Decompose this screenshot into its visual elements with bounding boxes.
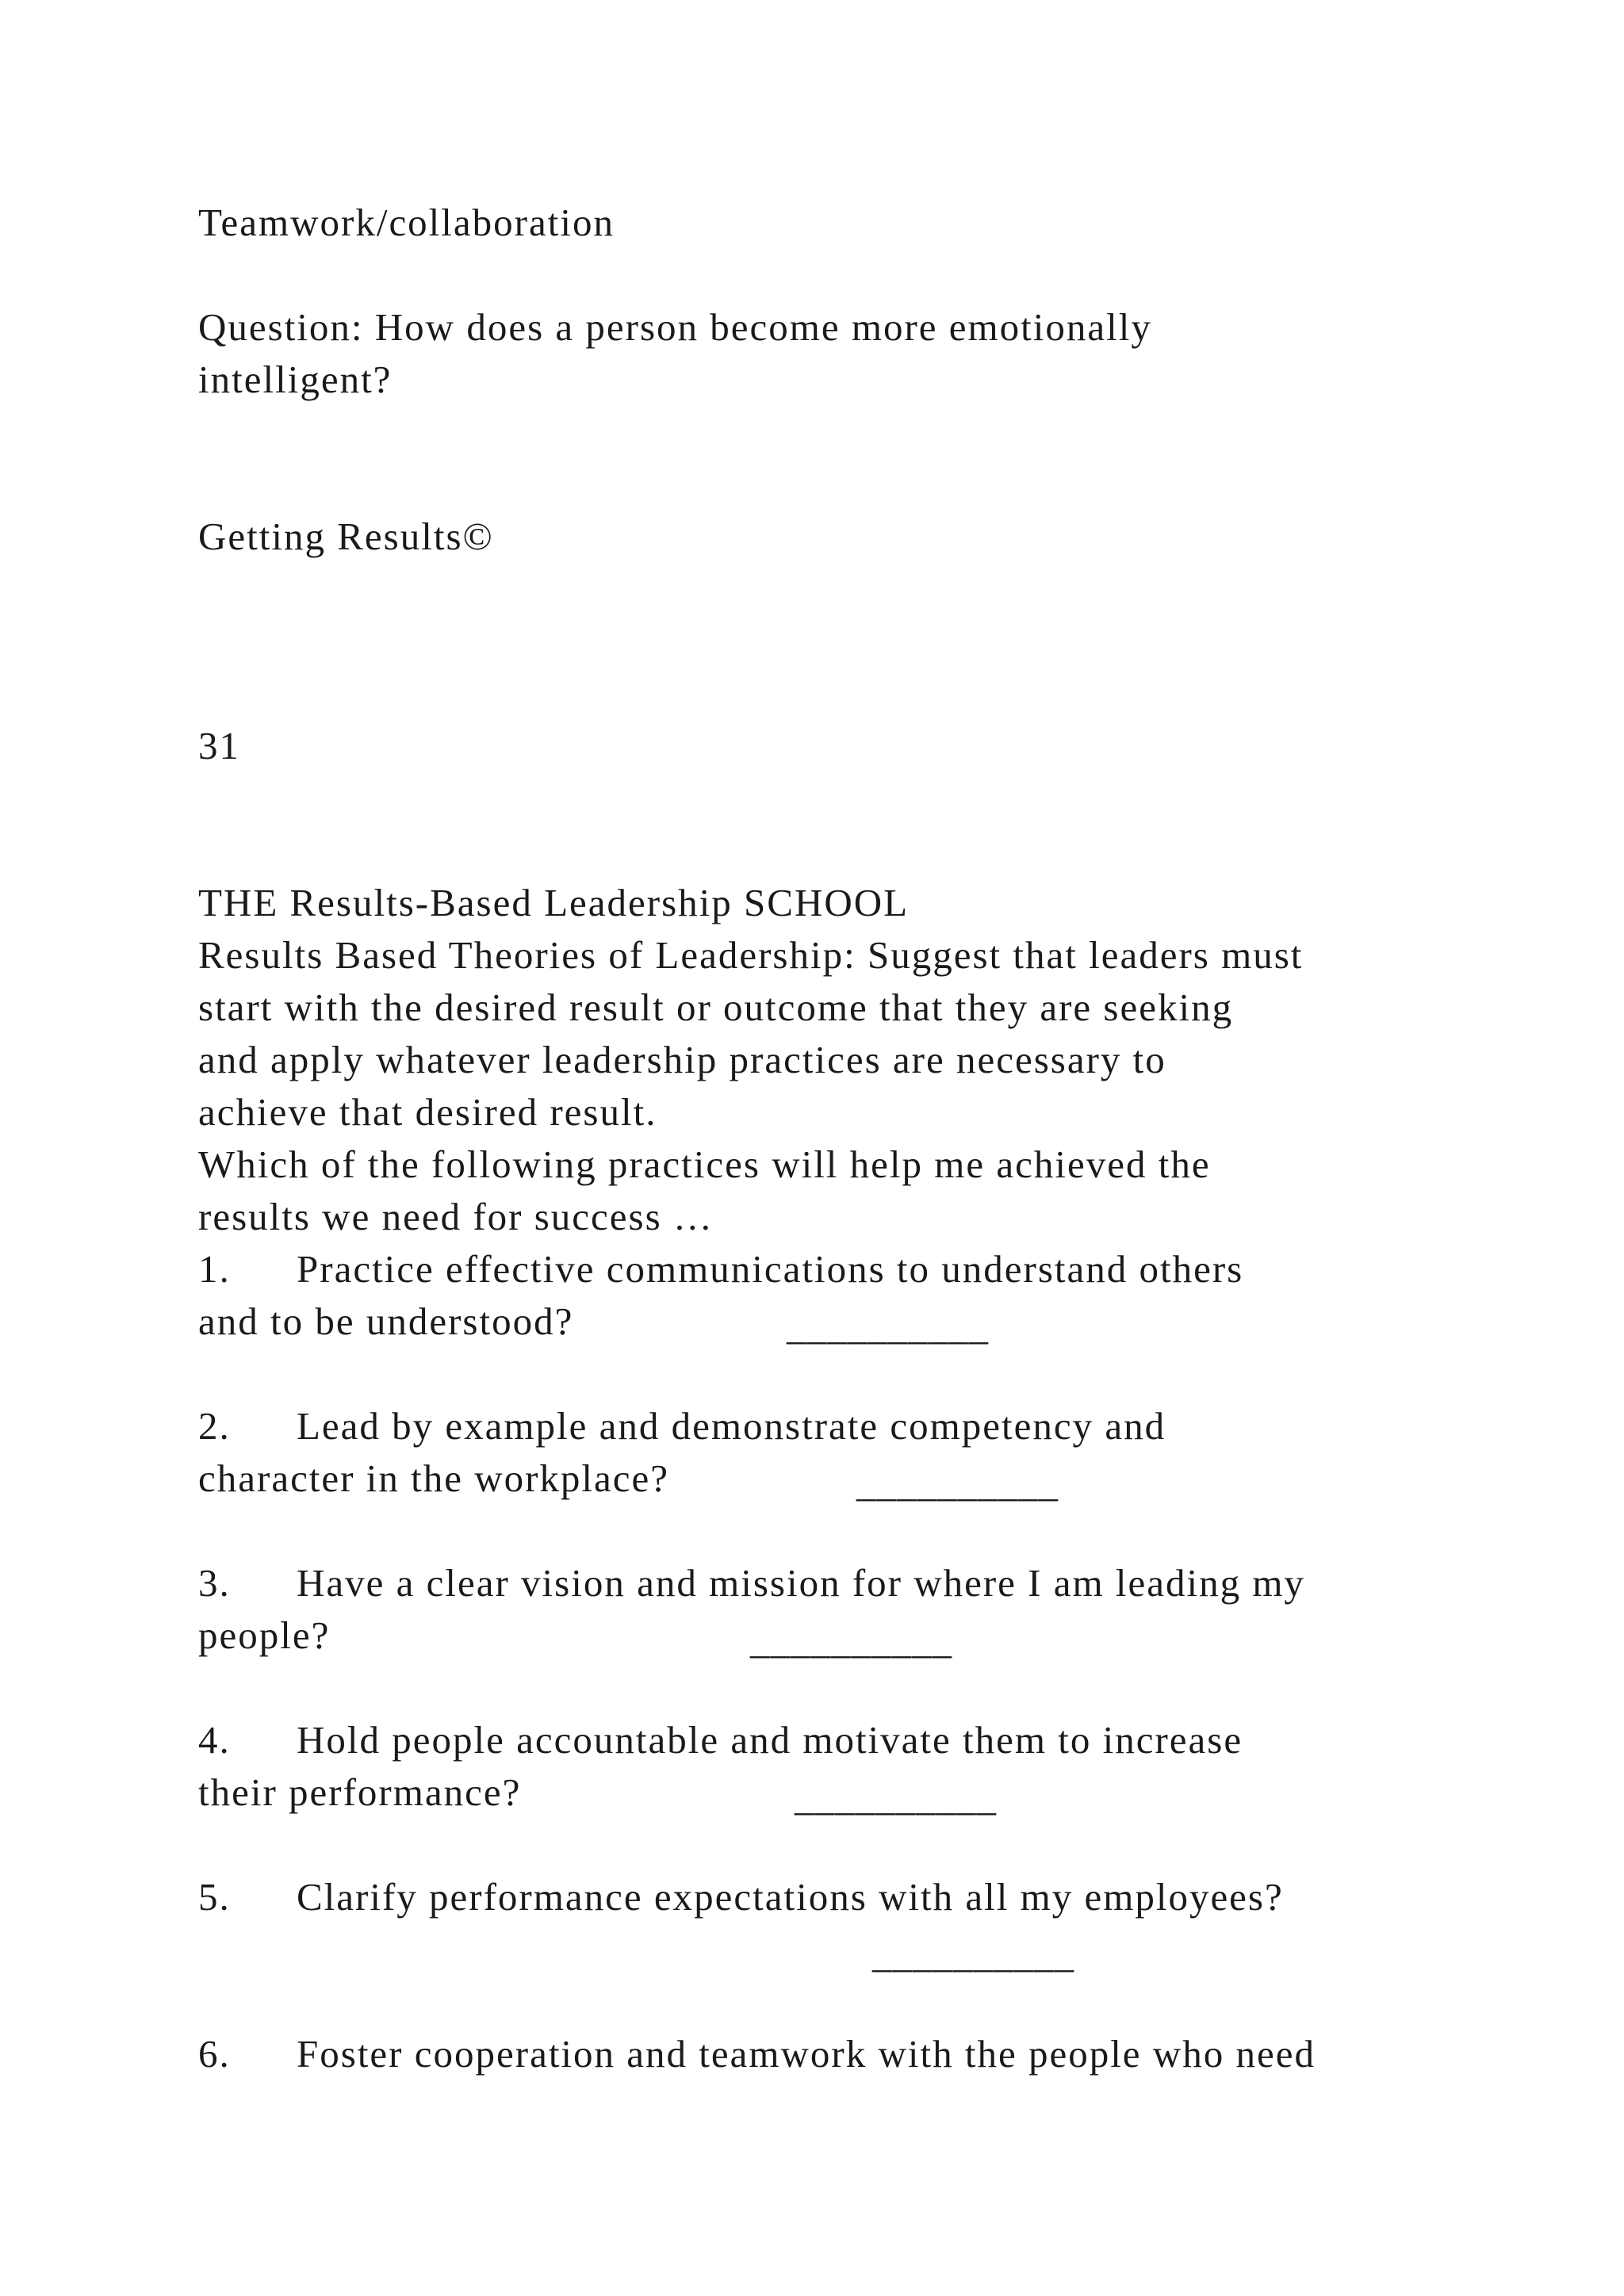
page-number: 31 bbox=[198, 724, 240, 767]
question-line-1: Question: How does a person become more emotionally bbox=[198, 305, 1152, 349]
intro-line-5: Which of the following practices will help me achieved the bbox=[198, 1142, 1211, 1186]
list-item-4-line-1 bbox=[198, 1714, 1243, 1766]
heading: Teamwork/collaboration bbox=[198, 201, 615, 244]
list-item-5-text: Clarify performance expectations with all my employees? bbox=[297, 1875, 1284, 1919]
list-item-5-line-1 bbox=[198, 1871, 1284, 1923]
intro-line-6: results we need for success … bbox=[198, 1195, 714, 1238]
list-item-4-number: 4. bbox=[198, 1718, 231, 1762]
intro-line-4: achieve that desired result. bbox=[198, 1090, 657, 1134]
intro-line-2: start with the desired result or outcome that they are seeking bbox=[198, 985, 1234, 1029]
list-item-5-number: 5. bbox=[198, 1875, 231, 1919]
answer-blank-2: __________ bbox=[856, 1461, 1059, 1505]
list-item-1-line-2: and to be understood? bbox=[198, 1299, 574, 1343]
list-item-2-line-1 bbox=[198, 1400, 1166, 1452]
list-item-6-line-1 bbox=[198, 2028, 1316, 2080]
intro-line-3: and apply whatever leadership practices are necessary to bbox=[198, 1038, 1166, 1081]
answer-blank-1: __________ bbox=[787, 1304, 989, 1348]
list-item-3-line-1 bbox=[198, 1557, 1305, 1609]
list-item-2-line-2: character in the workplace? bbox=[198, 1456, 670, 1500]
question-line-2: intelligent? bbox=[198, 358, 393, 401]
answer-blank-5: __________ bbox=[872, 1932, 1074, 1976]
list-item-3-line-2: people? bbox=[198, 1613, 331, 1657]
getting-results-label: Getting Results© bbox=[198, 515, 494, 558]
list-item-1-line-1 bbox=[198, 1243, 1243, 1295]
answer-blank-4: __________ bbox=[795, 1775, 997, 1819]
list-item-4-line-2: their performance? bbox=[198, 1770, 522, 1814]
school-title: THE Results-Based Leadership SCHOOL bbox=[198, 881, 910, 924]
list-item-4-text: Hold people accountable and motivate them to increase bbox=[297, 1718, 1243, 1762]
list-item-1-text: Practice effective communications to understand others bbox=[297, 1247, 1244, 1291]
list-item-6-text: Foster cooperation and teamwork with the people who need bbox=[297, 2032, 1316, 2076]
list-item-3-number: 3. bbox=[198, 1561, 231, 1605]
list-item-1-number: 1. bbox=[198, 1247, 231, 1291]
list-item-2-text: Lead by example and demonstrate competency and bbox=[297, 1404, 1166, 1448]
answer-blank-3: __________ bbox=[750, 1618, 952, 1662]
list-item-6-number: 6. bbox=[198, 2032, 231, 2076]
list-item-3-text: Have a clear vision and mission for where I am leading my bbox=[297, 1561, 1305, 1605]
intro-line-1: Results Based Theories of Leadership: Suggest that leaders must bbox=[198, 933, 1304, 977]
list-item-2-number: 2. bbox=[198, 1404, 231, 1448]
